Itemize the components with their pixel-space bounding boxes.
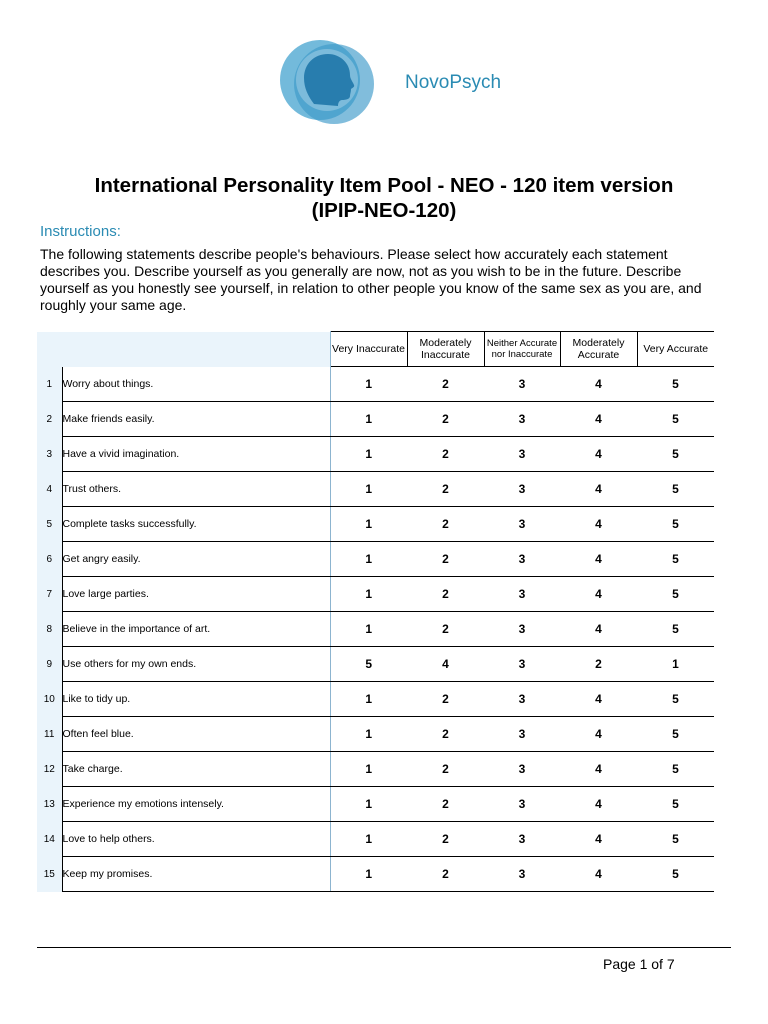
score-option[interactable]: 4 bbox=[560, 717, 637, 752]
score-option[interactable]: 2 bbox=[407, 717, 484, 752]
header-corner bbox=[62, 332, 330, 367]
score-option[interactable]: 4 bbox=[560, 577, 637, 612]
score-option[interactable]: 2 bbox=[407, 822, 484, 857]
footer-divider bbox=[37, 947, 731, 948]
score-option[interactable]: 3 bbox=[484, 472, 560, 507]
score-option[interactable]: 4 bbox=[560, 367, 637, 402]
title-line-1: International Personality Item Pool - NEO - 120 item version bbox=[94, 174, 674, 197]
item-statement: Love large parties. bbox=[62, 577, 330, 612]
score-option[interactable]: 5 bbox=[637, 612, 714, 647]
instructions-text: The following statements describe people's behaviours. Please select how accurately each statement describes you. Describe yourself as you generally are now, not as you wish to be in the future. Describe yourself as you honestly see yourself, in relation to other people you know of the same sex as you are, and roughly your same age. bbox=[40, 246, 702, 313]
item-number: 7 bbox=[37, 577, 62, 612]
item-statement: Complete tasks successfully. bbox=[62, 507, 330, 542]
item-number: 2 bbox=[37, 402, 62, 437]
table-row bbox=[37, 787, 714, 822]
score-option[interactable]: 3 bbox=[484, 822, 560, 857]
item-statement: Often feel blue. bbox=[62, 717, 330, 752]
score-option[interactable]: 2 bbox=[407, 857, 484, 892]
score-option[interactable]: 1 bbox=[330, 367, 407, 402]
score-option[interactable]: 3 bbox=[484, 682, 560, 717]
item-number: 1 bbox=[37, 367, 62, 402]
item-number: 14 bbox=[37, 822, 62, 857]
score-option[interactable]: 5 bbox=[637, 437, 714, 472]
score-option[interactable]: 2 bbox=[407, 367, 484, 402]
score-option[interactable]: 1 bbox=[330, 787, 407, 822]
item-number: 5 bbox=[37, 507, 62, 542]
score-option[interactable]: 5 bbox=[637, 402, 714, 437]
score-option[interactable]: 5 bbox=[637, 822, 714, 857]
score-option[interactable]: 1 bbox=[330, 857, 407, 892]
score-option[interactable]: 1 bbox=[330, 577, 407, 612]
item-statement: Make friends easily. bbox=[62, 402, 330, 437]
score-option[interactable]: 5 bbox=[637, 717, 714, 752]
page-number: Page 1 of 7 bbox=[603, 956, 675, 972]
item-statement: Use others for my own ends. bbox=[62, 647, 330, 682]
items-table bbox=[37, 331, 714, 892]
score-option[interactable]: 1 bbox=[637, 647, 714, 682]
score-option[interactable]: 4 bbox=[560, 752, 637, 787]
table-row bbox=[37, 857, 714, 892]
item-statement: Love to help others. bbox=[62, 822, 330, 857]
score-option[interactable]: 2 bbox=[407, 577, 484, 612]
score-option[interactable]: 2 bbox=[407, 612, 484, 647]
table-row bbox=[37, 402, 714, 437]
table-row bbox=[37, 437, 714, 472]
item-number: 6 bbox=[37, 542, 62, 577]
header-corner bbox=[37, 332, 62, 367]
score-option[interactable]: 3 bbox=[484, 752, 560, 787]
score-option[interactable]: 2 bbox=[407, 787, 484, 822]
item-statement: Believe in the importance of art. bbox=[62, 612, 330, 647]
item-statement: Worry about things. bbox=[62, 367, 330, 402]
score-option[interactable]: 5 bbox=[637, 787, 714, 822]
item-statement: Experience my emotions intensely. bbox=[62, 787, 330, 822]
score-option[interactable]: 1 bbox=[330, 682, 407, 717]
item-number: 8 bbox=[37, 612, 62, 647]
item-statement: Have a vivid imagination. bbox=[62, 437, 330, 472]
score-option[interactable]: 1 bbox=[330, 612, 407, 647]
score-option[interactable]: 4 bbox=[560, 787, 637, 822]
score-option[interactable]: 5 bbox=[637, 577, 714, 612]
score-option[interactable]: 4 bbox=[407, 647, 484, 682]
score-option[interactable]: 4 bbox=[560, 472, 637, 507]
score-option[interactable]: 2 bbox=[560, 647, 637, 682]
column-header-moderately-accurate: Moderately Accurate bbox=[560, 332, 637, 367]
score-option[interactable]: 1 bbox=[330, 752, 407, 787]
score-option[interactable]: 4 bbox=[560, 857, 637, 892]
item-number: 9 bbox=[37, 647, 62, 682]
score-option[interactable]: 1 bbox=[330, 542, 407, 577]
score-option[interactable]: 5 bbox=[330, 647, 407, 682]
column-header-moderately-inaccurate: Moderately Inaccurate bbox=[407, 332, 484, 367]
item-statement: Get angry easily. bbox=[62, 542, 330, 577]
table-row bbox=[37, 822, 714, 857]
item-number: 3 bbox=[37, 437, 62, 472]
table-row bbox=[37, 367, 714, 402]
table-row bbox=[37, 682, 714, 717]
score-option[interactable]: 3 bbox=[484, 612, 560, 647]
item-number: 13 bbox=[37, 787, 62, 822]
score-option[interactable]: 1 bbox=[330, 472, 407, 507]
table-row bbox=[37, 717, 714, 752]
item-number: 12 bbox=[37, 752, 62, 787]
score-option[interactable]: 3 bbox=[484, 367, 560, 402]
score-option[interactable]: 3 bbox=[484, 507, 560, 542]
page-title bbox=[0, 173, 768, 223]
score-option[interactable]: 5 bbox=[637, 507, 714, 542]
score-option[interactable]: 2 bbox=[407, 682, 484, 717]
score-option[interactable]: 1 bbox=[330, 822, 407, 857]
table-row bbox=[37, 752, 714, 787]
item-statement: Take charge. bbox=[62, 752, 330, 787]
title-line-2: (IPIP-NEO-120) bbox=[311, 199, 457, 222]
item-statement: Like to tidy up. bbox=[62, 682, 330, 717]
novopsych-logo bbox=[270, 30, 385, 130]
score-option[interactable]: 3 bbox=[484, 577, 560, 612]
column-header-very-inaccurate: Very Inaccurate bbox=[330, 332, 407, 367]
score-option[interactable]: 3 bbox=[484, 787, 560, 822]
score-option[interactable]: 5 bbox=[637, 367, 714, 402]
score-option[interactable]: 1 bbox=[330, 507, 407, 542]
score-option[interactable]: 4 bbox=[560, 437, 637, 472]
item-number: 10 bbox=[37, 682, 62, 717]
score-option[interactable]: 4 bbox=[560, 822, 637, 857]
table-row bbox=[37, 577, 714, 612]
score-option[interactable]: 2 bbox=[407, 752, 484, 787]
score-option[interactable]: 1 bbox=[330, 437, 407, 472]
column-header-neither: Neither Accurate nor Inaccurate bbox=[484, 332, 560, 367]
score-option[interactable]: 1 bbox=[330, 717, 407, 752]
score-option[interactable]: 2 bbox=[407, 402, 484, 437]
table-row bbox=[37, 647, 714, 682]
score-option[interactable]: 3 bbox=[484, 542, 560, 577]
table-row bbox=[37, 612, 714, 647]
score-option[interactable]: 4 bbox=[560, 507, 637, 542]
item-number: 4 bbox=[37, 472, 62, 507]
score-option[interactable]: 4 bbox=[560, 612, 637, 647]
score-option[interactable]: 5 bbox=[637, 542, 714, 577]
score-option[interactable]: 2 bbox=[407, 542, 484, 577]
item-number: 15 bbox=[37, 857, 62, 892]
table-header-row bbox=[37, 332, 714, 367]
score-option[interactable]: 5 bbox=[637, 752, 714, 787]
score-option[interactable]: 3 bbox=[484, 437, 560, 472]
table-row bbox=[37, 542, 714, 577]
score-option[interactable]: 1 bbox=[330, 402, 407, 437]
score-option[interactable]: 3 bbox=[484, 717, 560, 752]
column-header-very-accurate: Very Accurate bbox=[637, 332, 714, 367]
score-option[interactable]: 5 bbox=[637, 682, 714, 717]
item-statement: Trust others. bbox=[62, 472, 330, 507]
score-option[interactable]: 4 bbox=[560, 402, 637, 437]
score-option[interactable]: 2 bbox=[407, 507, 484, 542]
score-option[interactable]: 2 bbox=[407, 437, 484, 472]
table-row bbox=[37, 472, 714, 507]
score-option[interactable]: 3 bbox=[484, 402, 560, 437]
score-option[interactable]: 3 bbox=[484, 857, 560, 892]
item-number: 11 bbox=[37, 717, 62, 752]
score-option[interactable]: 2 bbox=[407, 472, 484, 507]
table-row bbox=[37, 507, 714, 542]
score-option[interactable]: 5 bbox=[637, 472, 714, 507]
score-option[interactable]: 4 bbox=[560, 542, 637, 577]
score-option[interactable]: 3 bbox=[484, 647, 560, 682]
score-option[interactable]: 4 bbox=[560, 682, 637, 717]
instructions-heading: Instructions: bbox=[40, 223, 121, 240]
brand-name: NovoPsych bbox=[405, 72, 502, 93]
score-option[interactable]: 5 bbox=[637, 857, 714, 892]
item-statement: Keep my promises. bbox=[62, 857, 330, 892]
